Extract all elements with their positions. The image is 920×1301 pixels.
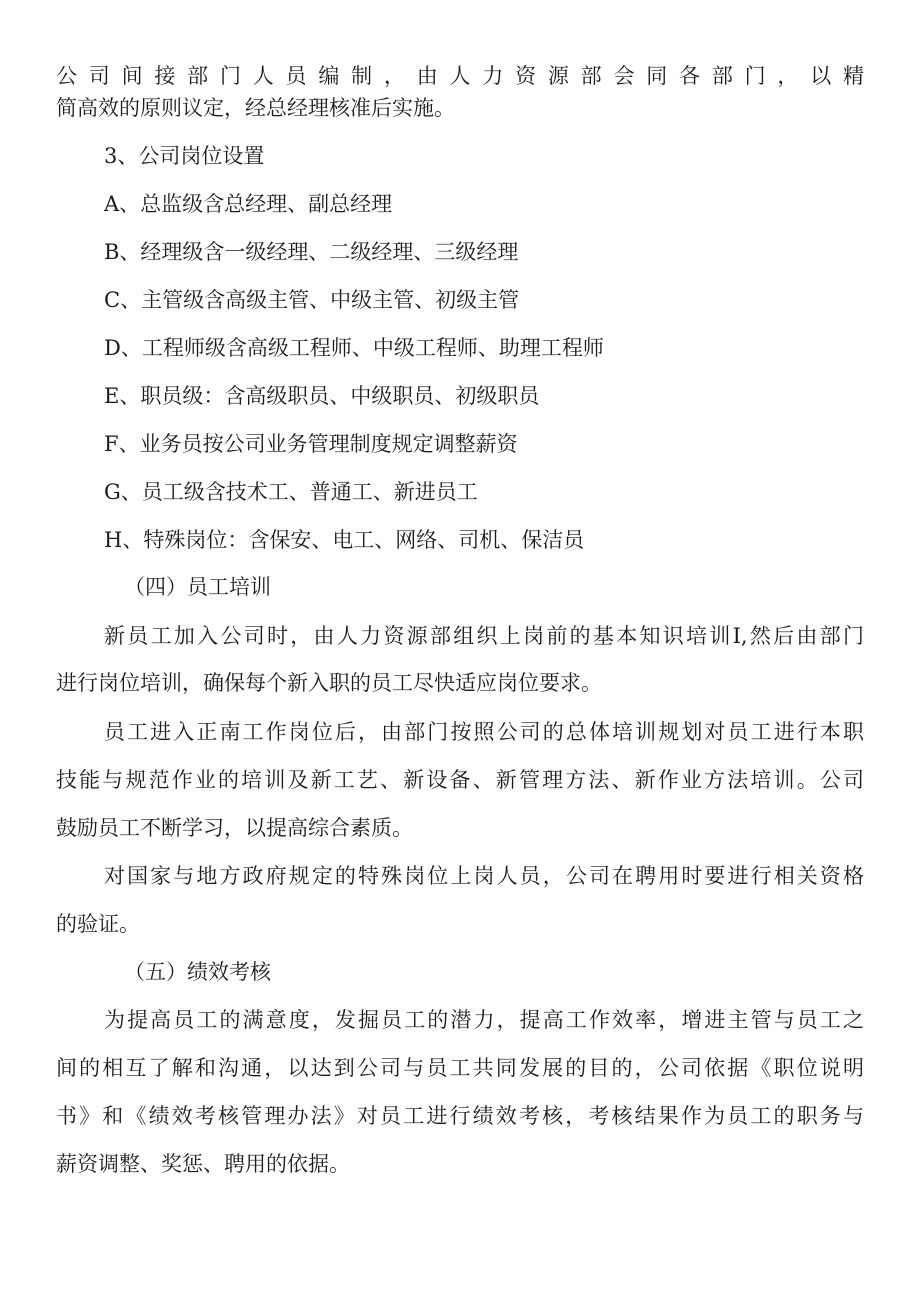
post-item-d: D、工程师级含高级工程师、中级工程师、助理工程师 [104,336,604,360]
performance-p1-line1: 为提高员工的满意度，发掘员工的潜力，提高工作效率，增进主管与员工之 [104,1008,864,1032]
performance-p1-line2: 间的相互了解和沟通，以达到公司与员工共同发展的目的，公司依据《职位说明 [56,1056,864,1080]
para1-line1: 公司间接部门人员编制，由人力资源部会同各部门，以精 [56,64,864,88]
training-heading: （四）员工培训 [124,575,271,599]
training-p2-line2: 技能与规范作业的培训及新工艺、新设备、新管理方法、新作业方法培训。公司 [56,768,864,792]
performance-heading: （五）绩效考核 [124,960,271,984]
training-p3-line1: 对国家与地方政府规定的特殊岗位上岗人员，公司在聘用时要进行相关资格 [104,864,864,888]
training-p1-line2: 进行岗位培训，确保每个新入职的员工尽快适应岗位要求。 [56,671,602,695]
training-p2-line1: 员工进入正南工作岗位后，由部门按照公司的总体培训规划对员工进行本职 [104,720,864,744]
performance-p1-line4: 薪资调整、奖惩、聘用的依据。 [56,1152,350,1176]
post-item-f: F、业务员按公司业务管理制度规定调整薪资 [104,432,518,456]
para1-line2: 简高效的原则议定，经总经理核准后实施。 [56,96,455,120]
training-p2-line3: 鼓励员工不断学习，以提高综合素质。 [56,816,413,840]
post-item-a: A、总监级含总经理、副总经理 [104,192,393,216]
training-p1-line1: 新员工加入公司时，由人力资源部组织上岗前的基本知识培训I,然后由部门 [104,624,864,648]
post-item-c: C、主管级含高级主管、中级主管、初级主管 [104,288,520,312]
training-p3-line2: 的验证。 [56,912,140,936]
post-item-g: G、员工级含技术工、普通工、新进员工 [104,480,478,504]
post-item-e: E、职员级：含高级职员、中级职员、初级职员 [104,384,540,408]
performance-p1-line3: 书》和《绩效考核管理办法》对员工进行绩效考核，考核结果作为员工的职务与 [56,1104,864,1128]
post-item-b: B、经理级含一级经理、二级经理、三级经理 [104,240,519,264]
post-item-h: H、特殊岗位：含保安、电工、网络、司机、保洁员 [104,528,585,552]
section3-heading: 3、公司岗位设置 [104,144,265,168]
